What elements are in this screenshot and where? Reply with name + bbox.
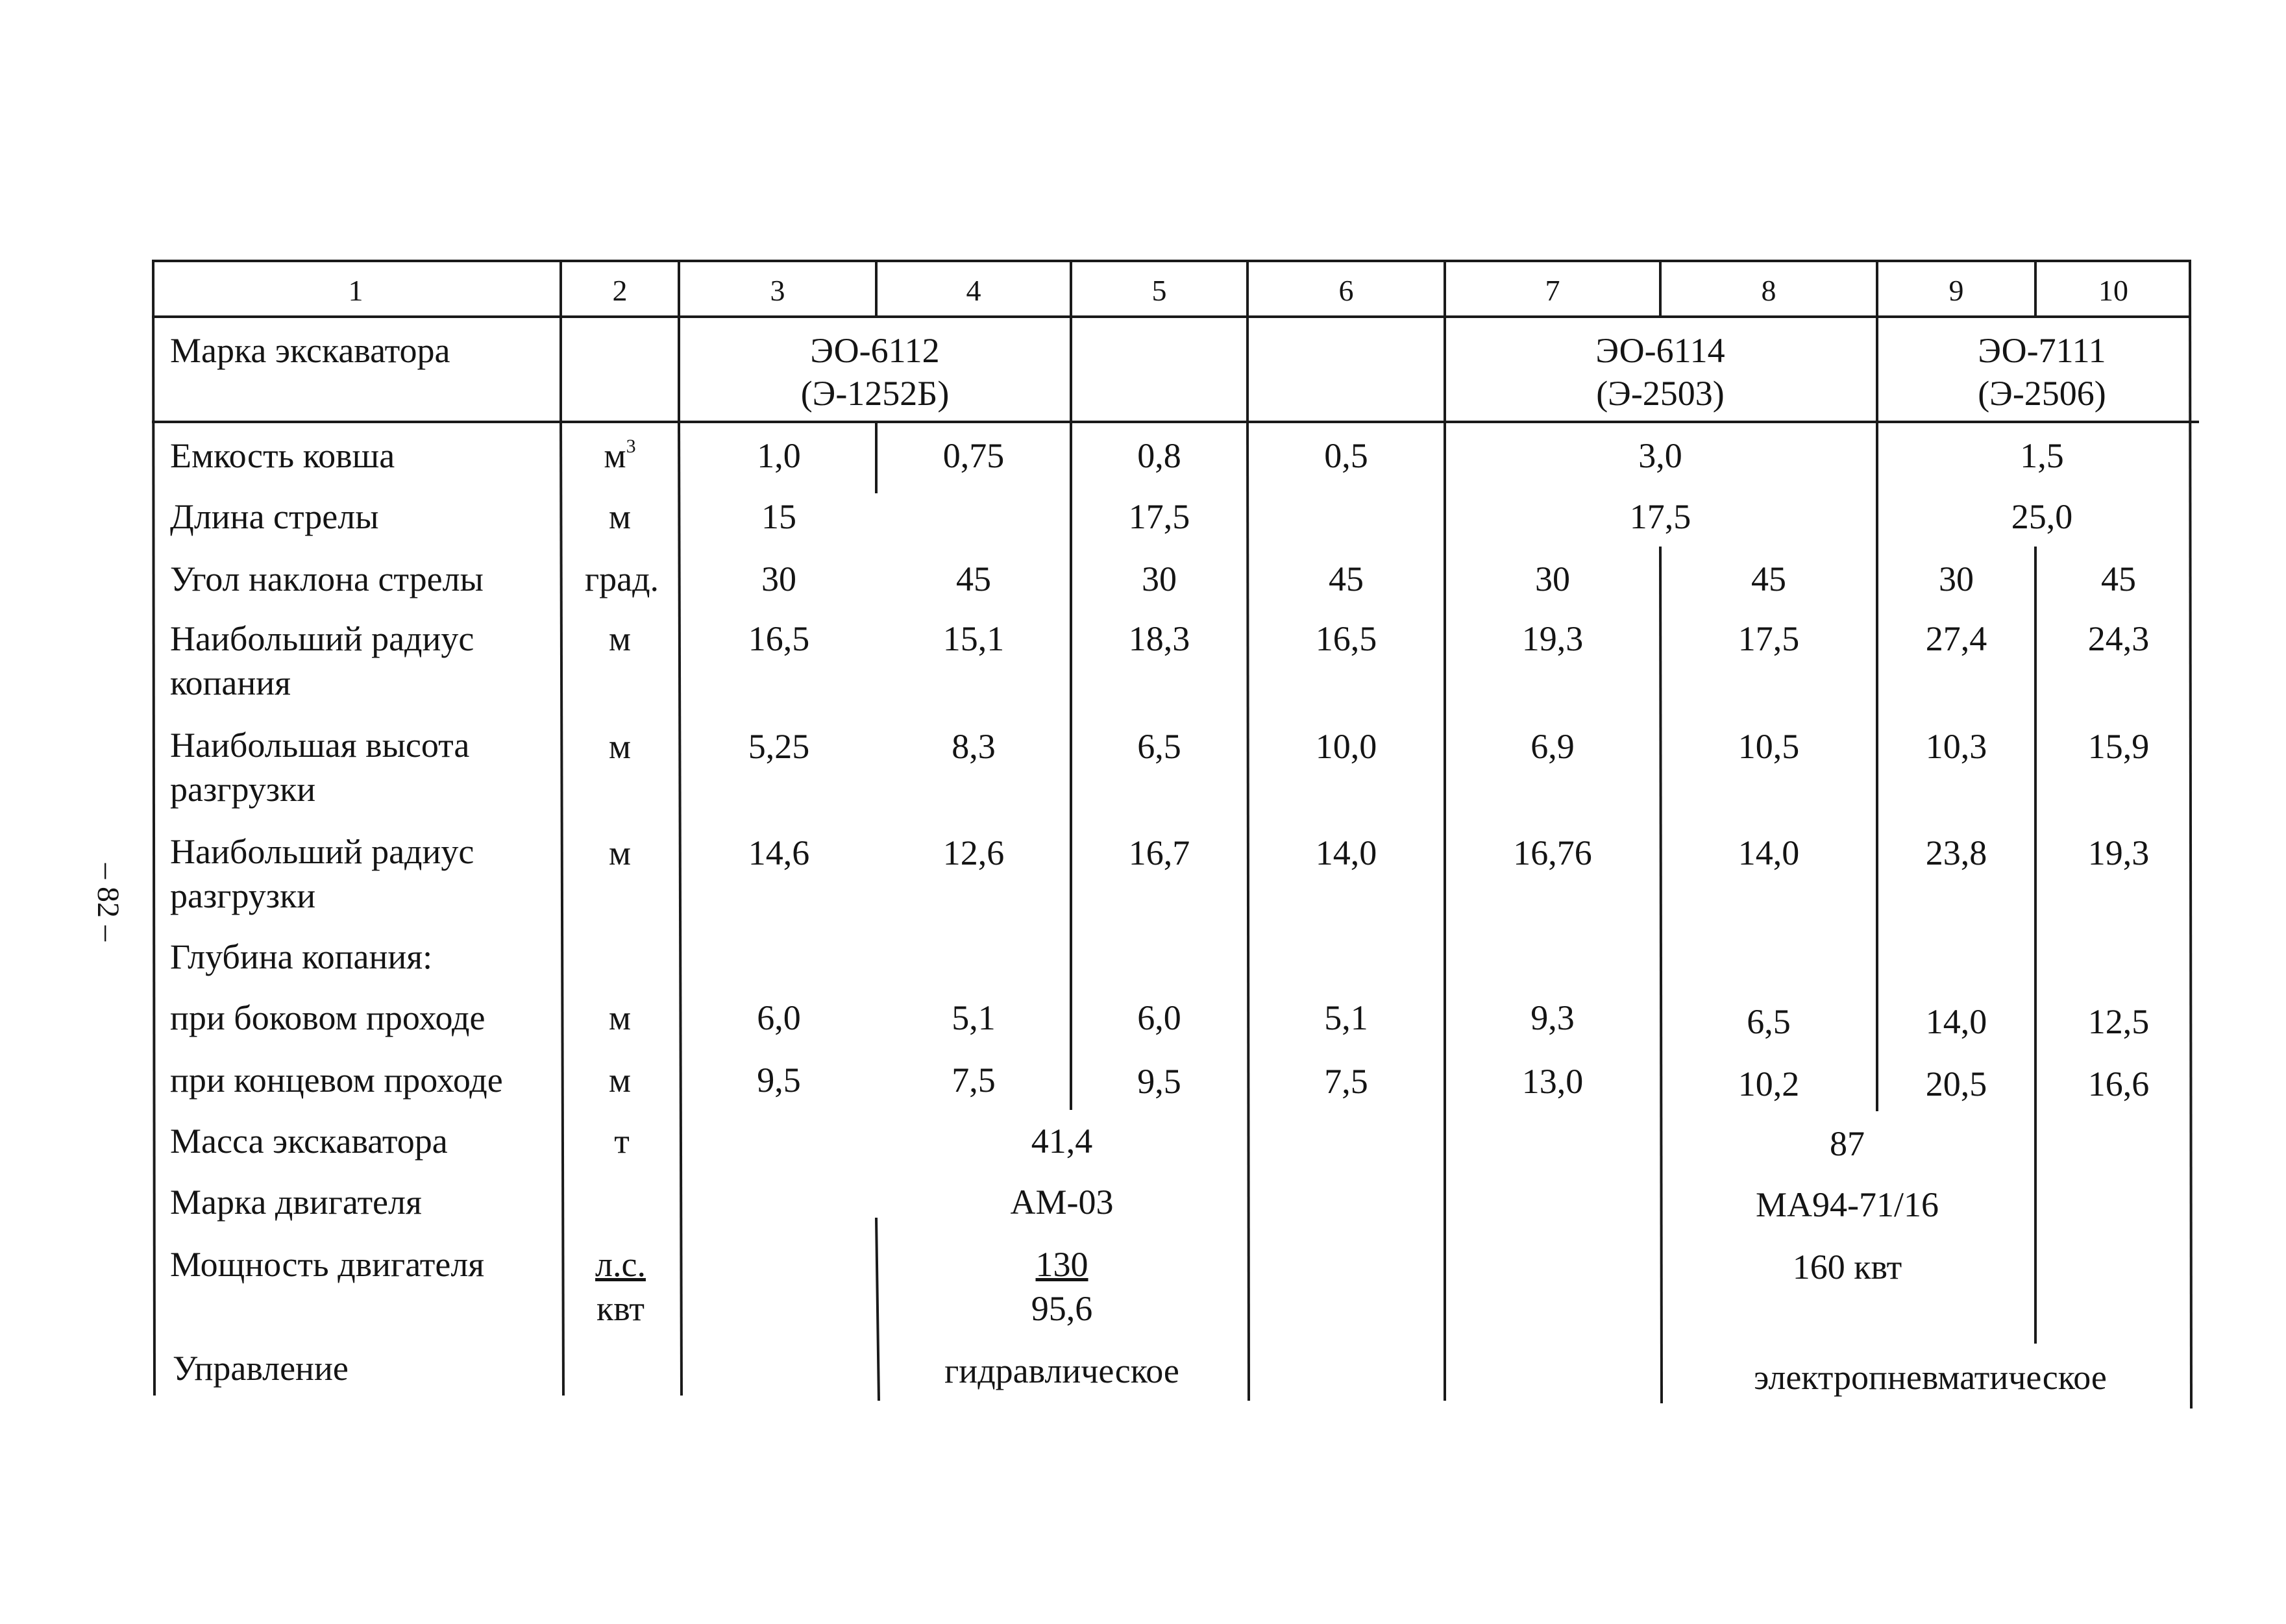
cell-value: 5,25 [748, 727, 810, 766]
row-label: Глубина копания: [170, 937, 433, 976]
model-alias: (Э-2506) [1978, 374, 2106, 413]
cell-value: 20,5 [1925, 1064, 1987, 1103]
cell-value: 0,5 [1324, 436, 1368, 475]
cell-value: 10,5 [1738, 727, 1800, 766]
row-label: Наибольшая высота [170, 726, 470, 765]
cell-value: 10,3 [1925, 727, 1987, 766]
cell-value: 23,8 [1925, 833, 1987, 872]
page-number: – 82 – [91, 863, 125, 941]
cell-value: гидравлическое [944, 1351, 1179, 1390]
cell-value: 6,9 [1530, 727, 1575, 766]
row-unit: м [608, 833, 632, 872]
cell-value: 30 [1535, 560, 1570, 598]
cell-value: 16,5 [748, 619, 810, 658]
cell-value: 6,0 [1137, 998, 1181, 1037]
cell-value: 15 [761, 497, 796, 536]
row-label: Наибольший радиус [170, 832, 474, 871]
cell-value: 6,5 [1747, 1002, 1791, 1041]
cell-value: 87 [1830, 1124, 1865, 1163]
cell-value: 17,5 [1128, 497, 1190, 536]
cell-value: 14,0 [1315, 833, 1377, 872]
cell-value: 10,0 [1315, 727, 1377, 766]
cell-value: 16,76 [1513, 833, 1592, 872]
cell-value: 30 [1939, 560, 1974, 598]
column-number: 9 [1948, 274, 1964, 307]
cell-value: 16,6 [2087, 1064, 2150, 1103]
cell-value: 9,3 [1530, 998, 1575, 1037]
model-name: ЭО-6112 [810, 331, 940, 370]
row-label: разгрузки [170, 876, 316, 915]
row-label: Длина стрелы [170, 497, 379, 536]
cell-value: 27,4 [1925, 619, 1987, 658]
cell-value: 9,5 [757, 1061, 801, 1100]
column-number: 4 [966, 274, 981, 307]
row-unit: м [608, 619, 632, 658]
cell-value: 45 [2101, 560, 2136, 598]
row-label: Марка двигателя [170, 1183, 422, 1222]
cell-value: МА94-71/16 [1756, 1185, 1939, 1224]
cell-value: 19,3 [1521, 619, 1584, 658]
row-unit: град. [584, 560, 659, 598]
cell-value: 10,2 [1738, 1064, 1800, 1103]
column-number: 5 [1151, 274, 1167, 307]
cell-value: 95,6 [1031, 1289, 1093, 1328]
model-alias: (Э-2503) [1596, 374, 1725, 413]
cell-value: 12,5 [2087, 1002, 2150, 1041]
cell-value: 19,3 [2087, 833, 2150, 872]
cell-value: 14,6 [748, 833, 810, 872]
row-unit: м [608, 497, 632, 536]
cell-value: 7,5 [952, 1061, 996, 1100]
cell-value: 7,5 [1324, 1062, 1368, 1101]
column-number: 8 [1761, 274, 1776, 307]
cell-value: 45 [956, 560, 991, 598]
model-alias: (Э-1252Б) [800, 374, 950, 413]
cell-value: 14,0 [1738, 833, 1800, 872]
cell-value: 15,1 [942, 619, 1005, 658]
row-label: Емкость ковша [170, 436, 395, 475]
cell-value: 6,5 [1137, 727, 1181, 766]
column-number: 1 [348, 274, 363, 307]
cell-value: АМ-03 [1010, 1183, 1114, 1222]
cell-value: 30 [761, 560, 796, 598]
cell-value: 17,5 [1738, 619, 1800, 658]
column-number: 6 [1338, 274, 1354, 307]
cell-value: 12,6 [942, 833, 1005, 872]
row-unit: л.с. [595, 1245, 646, 1284]
row-label: при концевом проходе [170, 1061, 503, 1100]
cell-value: 41,4 [1031, 1122, 1093, 1161]
cell-value: 0,75 [942, 436, 1005, 475]
cell-value: 9,5 [1137, 1062, 1181, 1101]
cell-value: 1,5 [2020, 436, 2064, 475]
cell-value: 15,9 [2087, 727, 2150, 766]
row-label: Мощность двигателя [170, 1245, 485, 1284]
cell-value: 8,3 [952, 727, 996, 766]
cell-value: 5,1 [1324, 998, 1368, 1037]
cell-value: 16,7 [1128, 833, 1190, 872]
row-label: копания [170, 663, 291, 702]
row-label: Масса экскаватора [170, 1122, 448, 1161]
cell-value: 13,0 [1521, 1062, 1584, 1101]
column-number: 10 [2098, 274, 2128, 307]
column-number: 3 [770, 274, 785, 307]
row-label: Наибольший радиус [170, 619, 474, 658]
cell-value: 14,0 [1925, 1002, 1987, 1041]
cell-value: 160 квт [1792, 1248, 1902, 1286]
row-label: Управление [173, 1349, 349, 1388]
column-number: 7 [1545, 274, 1560, 307]
model-name: ЭО-7111 [1978, 331, 2106, 370]
excavator-model-label: Марка экскаватора [170, 331, 450, 370]
row-label: при боковом проходе [170, 998, 485, 1037]
cell-value: 17,5 [1629, 497, 1691, 536]
cell-value: 30 [1142, 560, 1177, 598]
cell-value: 0,8 [1137, 436, 1181, 475]
row-unit: квт [596, 1289, 645, 1328]
column-number: 2 [612, 274, 628, 307]
cell-value: 25,0 [2011, 497, 2073, 536]
row-unit: $м^3$ [604, 436, 636, 475]
cell-value: 45 [1751, 560, 1786, 598]
cell-value: электропневматическое [1754, 1358, 2107, 1397]
cell-value: 6,0 [757, 998, 801, 1037]
row-unit: м [608, 998, 632, 1037]
cell-value: 3,0 [1638, 436, 1682, 475]
model-name: ЭО-6114 [1595, 331, 1725, 370]
cell-value: 1,0 [757, 436, 801, 475]
row-unit: м [608, 727, 632, 766]
cell-value: 45 [1329, 560, 1364, 598]
row-label: разгрузки [170, 770, 316, 809]
cell-value: 24,3 [2087, 619, 2150, 658]
row-unit: т [614, 1122, 630, 1161]
cell-value: 5,1 [952, 998, 996, 1037]
row-label: Угол наклона стрелы [170, 560, 484, 598]
cell-value: 130 [1035, 1245, 1088, 1284]
cell-value: 16,5 [1315, 619, 1377, 658]
cell-value: 18,3 [1128, 619, 1190, 658]
row-unit: м [608, 1061, 632, 1100]
